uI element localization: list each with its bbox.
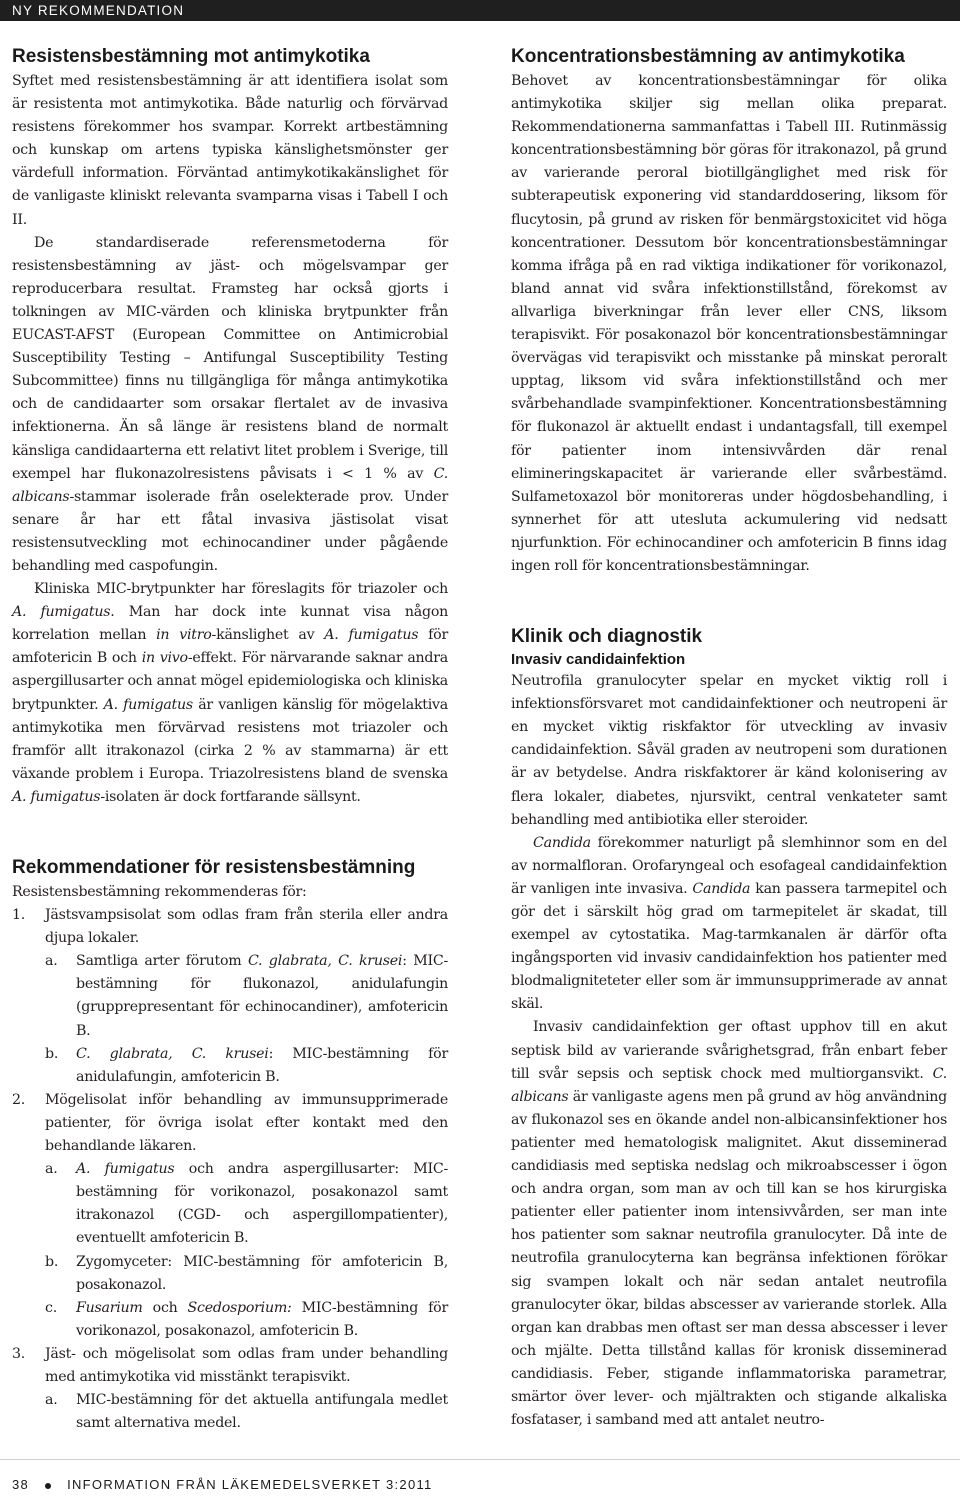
- paragraph: Behovet av koncentrationsbestämningar för olika antimykotika skiljer sig mellan olika preparat. Rekommendationerna sammanfattas i Tabell III. Rutinmässig koncentrationsbestämning bör göras för itrakonazol, på grund av varierande peroral biotillgänglighet med risk för subterapeutisk exponering vid standarddosering, liksom för flucytosin, på grund av risken för benmärgstoxicitet vid höga koncentrationer. Dessutom bör koncentrationsbestämningar komma ifråga på en rad viktiga indikationer för vorikonazol, bland annat vid svåra infektionstillstånd, förekomst av allvarliga biverkningar från lever eller CNS, liksom terapisvikt. För posakonazol bör koncentrationsbestämningar övervägas vid terapisvikt och misstanke på minskat peroralt upptag, liksom vid svåra infektionstillstånd och mer svårbehandlade svampinfektioner. Koncentrationsbestämning för flukonazol är aktuellt endast i undantagsfall, till exempel för patienter inom intensivvården där renal elimineringskapacitet är varierande eller svårbestämd. Sulfametoxazol bör monitoreras under högdosbehandling, i synnerhet för att utesluta ackumulering vid nedsatt njurfunktion. För echinocandiner och amfotericin B finns idag ingen roll för koncentrationsbestämningar.: [511, 73, 947, 574]
- bullet-icon: [45, 1483, 51, 1489]
- paragraph: Invasiv candidainfektion ger oftast upphov till en akut septisk bild av varierande svårighetsgrad, från enbart feber till svår sepsis och septisk chock med multiorgansvikt. C. albicans är vanligaste agens men på grund av hög användning av flukonazol ses en ökande andel non-albicansinfektioner hos patienter med hematologisk malignitet. Akut disseminerad candidiasis med septiska nedslag och mikroabscesser i ögon och andra organ, som man av och till kan se hos kirurgiska patienter eller patienter inom intensivvården, ser man inte hos patienter som saknar neutrofila granulocyter. Då inte de neutrofila granulocyterna kan begränsa infektionen förökar sig svampen lokalt och när sedan antalet neutrofila granulocyter ökar, bildas abscesser av varierande storlek. Alla organ kan drabbas men oftast ser man dessa abscesser i lever och mjälte. Detta tillstånd kallas för kronisk disseminerad candidiasis. Feber, stigande inflammatoriska parametrar, smärtor över lever- och mjältrakten och stigande alkaliska fosfataser, i samband med att antalet neutro-: [511, 1019, 947, 1429]
- page-footer: [12, 1474, 433, 1496]
- list-item: 2. Mögelisolat inför behandling av immunsupprimerade patienter, för övriga isolat efter kontakt med den behandlande läkaren.: [12, 1091, 448, 1155]
- heading-concentration: Koncentrationsbestämning av antimykotika: [511, 46, 905, 67]
- list-item: b. Zygomyceter: MIC-bestämning för amfotericin B, posakonazol.: [45, 1253, 448, 1293]
- paragraph: De standardiserade referensmetoderna för resistensbestämning av jäst- och mögelsvampar ger reproducerbara resultat. Framsteg har också gjorts i tolkningen av MIC-värden och kliniska brytpunkter från EUCAST-AFST (European Committee on Antimicrobial Susceptibility Testing – Antifungal Susceptibility Testing Subcommittee) finns nu tillgängliga för många antimykotika och de candidaarter som orsakar flertalet av de invasiva infektionerna. Än så länge är resistens bland de normalt känsliga candidaarterna ett relativt litet problem i Sverige, till exempel har flukonazolresistens påvisats i < 1 % av C. albicans-stammar isolerade från oselekterade prov. Under senare år har ett fåtal invasiva jästisolat visat resistensutveckling mot echinocandiner under pågående behandling med caspofungin.: [12, 234, 448, 574]
- list-item: 1. Jästsvampsisolat som odlas fram från sterila eller andra djupa lokaler.: [12, 907, 448, 947]
- section-header-bar: [0, 0, 960, 21]
- list-item: c. Fusarium och Scedosporium: MIC-bestämning för vorikonazol, posakonazol, amfotericin B.: [45, 1299, 448, 1339]
- list-intro: Resistensbestämning rekommenderas för:: [12, 884, 307, 900]
- publication-name: INFORMATION FRÅN LÄKEMEDELSVERKET 3:2011: [67, 1477, 433, 1492]
- list-item: a. A. fumigatus och andra aspergillusarter: MIC-bestämning för vorikonazol, posakonazol samt itrakonazol (CGD- och aspergillompatienter), eventuellt amfotericin B.: [45, 1161, 448, 1247]
- footer-rule: [0, 1459, 960, 1460]
- list-item: a. MIC-bestämning för det aktuella antifungala medlet samt alternativa medel.: [45, 1392, 448, 1432]
- list-item: 3. Jäst- och mögelisolat som odlas fram under behandling med antimykotika vid misstänkt terapisvikt.: [12, 1345, 448, 1385]
- left-column: [12, 44, 448, 1435]
- list-item: b. C. glabrata, C. krusei: MIC-bestämning för anidulafungin, amfotericin B.: [45, 1045, 448, 1085]
- paragraph: Kliniska MIC-brytpunkter har föreslagits för triazoler och A. fumigatus. Man har dock inte kunnat visa någon korrelation mellan in vitro-känslighet av A. fumigatus för amfotericin B och in vivo-effekt. För närvarande saknar andra aspergillusarter och annat mögel epidemiologiska och kliniska brytpunkter. A. fumigatus är vanligen känslig för mögelaktiva antimykotika men förvärvad resistens mot triazoler och framför allt itrakonazol (cirka 2 % av stammarna) är ett växande problem i Europa. Triazolresistens bland de svenska A. fumigatus-isolaten är dock fortfarande sällsynt.: [12, 581, 449, 805]
- heading-recommendations: Rekommendationer för resistensbestämning: [12, 857, 416, 878]
- list-item: a. Samtliga arter förutom C. glabrata, C. krusei: MIC-bestämning för flukonazol, anidulafungin (grupprepresentant för echinocandiner), amfotericin B.: [45, 953, 448, 1039]
- paragraph: Neutrofila granulocyter spelar en mycket viktig roll i infektionsförsvaret mot candidainfektioner och neutropeni är en mycket viktig riskfaktor för utveckling av invasiv candidainfektion. Såväl graden av neutropeni som durationen är av betydelse. Andra riskfaktorer är känd kolonisering av flera lokaler, diabetes, njursvikt, central venkateter samt behandling med antibiotika eller steroider.: [511, 673, 947, 828]
- paragraph: Candida förekommer naturligt på slemhinnor som en del av normalfloran. Orofaryngeal och esofageal candidainfektion är vanligen inte invasiva. Candida kan passera tarmepitel och gör det i särskilt hög grad om tarmepitelet är skadat, till exempel av cytostatika. Mag-tarmkanalen är därför ofta ingångsporten vid invasiv candidainfektion hos patienter med blodmaligniteteter eller som är immunsupprimerade av annat skäl.: [511, 834, 947, 1013]
- right-column: [511, 44, 947, 1432]
- recommendation-list: [12, 881, 448, 1435]
- section-label: NY REKOMMENDATION: [12, 3, 185, 18]
- heading-clinic: Klinik och diagnostik: [511, 626, 703, 648]
- paragraph: Syftet med resistensbestämning är att identifiera isolat som är resistenta mot antimykotika. Både naturlig och förvärvad resistens förekommer hos svampar. Korrekt artbestämning och kunskap om artens typiska känslighetsmönster ger värdefull information. Förväntad antimykotikakänslighet för de vanligaste kliniskt relevanta svamparna visas i Tabell I och II.: [12, 73, 448, 228]
- subheading-candida: Invasiv candidainfektion: [511, 651, 686, 669]
- page-number: 38: [12, 1477, 30, 1492]
- heading-resistance: Resistensbestämning mot antimykotika: [12, 46, 370, 67]
